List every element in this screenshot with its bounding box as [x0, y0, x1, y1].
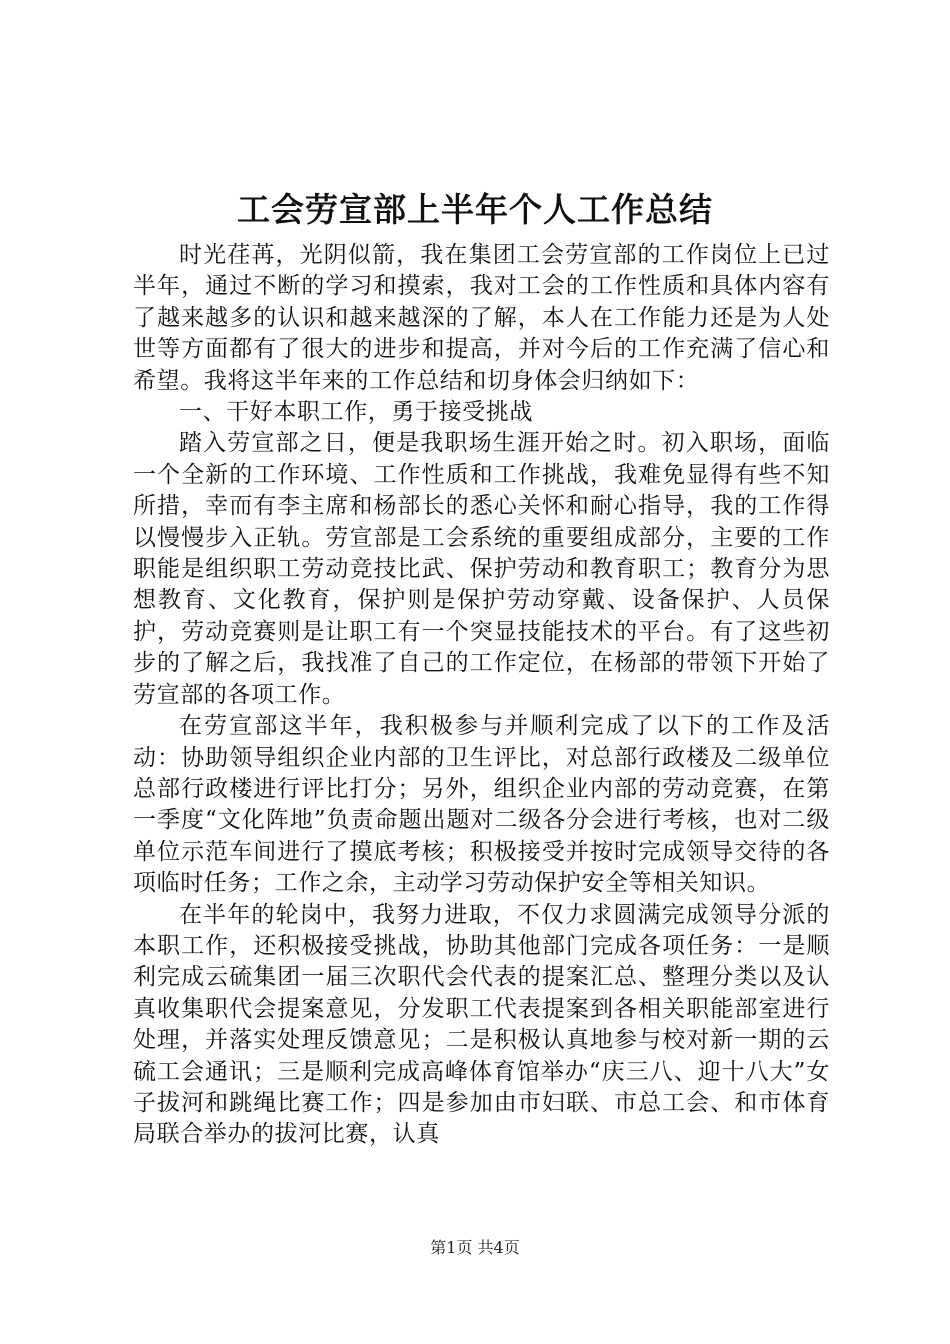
paragraph-first-job: 踏入劳宣部之日，便是我职场生涯开始之时。初入职场，面临一个全新的工作环境、工作性质和工作挑战，我难免显得有些不知所措，幸而有李主席和杨部长的悉心关怀和耐心指导，我的工作得以慢慢步入正轨。劳宣部是工会系统的重要组成部分，主要的工作职能是组织职工劳动竞技比武、保护劳动和教育职工；教育分为思想教育、文化教育，保护则是保护劳动穿戴、设备保护、人员保护，劳动竞赛则是让职工有一个突显技能技术的平台。有了这些初步的了解之后，我找准了自己的工作定位，在杨部的带领下开始了劳宣部的各项工作。: [133, 430, 830, 708]
page-footer: 第1页 共4页: [430, 1238, 520, 1257]
paragraph-activities: 在劳宣部这半年，我积极参与并顺利完成了以下的工作及活动：协助领导组织企业内部的卫生评比，对总部行政楼及二级单位总部行政楼进行评比打分；另外，组织企业内部的劳动竞赛，在第一季度“文化阵地”负责命题出题对二级各分会进行考核，也对二级单位示范车间进行了摸底考核；积极接受并按时完成领导交待的各项临时任务；工作之余，主动学习劳动保护安全等相关知识。: [133, 713, 830, 897]
section-heading-1: 一、干好本职工作，勇于接受挑战: [179, 399, 533, 426]
document-title: 工会劳宣部上半年个人工作总结: [237, 190, 713, 229]
document-body: [133, 240, 830, 1151]
paragraph-rotation: 在半年的轮岗中，我努力进取，不仅力求圆满完成领导分派的本职工作，还积极接受挑战，协助其他部门完成各项任务：一是顺利完成云硫集团一届三次职代会代表的提案汇总、整理分类以及认真收集职代会提案意见，分发职工代表提案到各相关职能部室进行处理，并落实处理反馈意见；二是积极认真地参与校对新一期的云硫工会通讯；三是顺利完成高峰体育馆举办“庆三八、迎十八大”女子拔河和跳绳比赛工作；四是参加由市妇联、市总工会、和市体育局联合举办的拔河比赛，认真: [133, 901, 830, 1148]
paragraph-intro: 时光荏苒，光阴似箭，我在集团工会劳宣部的工作岗位上已过半年，通过不断的学习和摸索，我对工会的工作性质和具体内容有了越来越多的认识和越来越深的了解，本人在工作能力还是为人处世等方面都有了很大的进步和提高，并对今后的工作充满了信心和希望。我将这半年来的工作总结和切身体会归纳如下：: [133, 242, 830, 394]
